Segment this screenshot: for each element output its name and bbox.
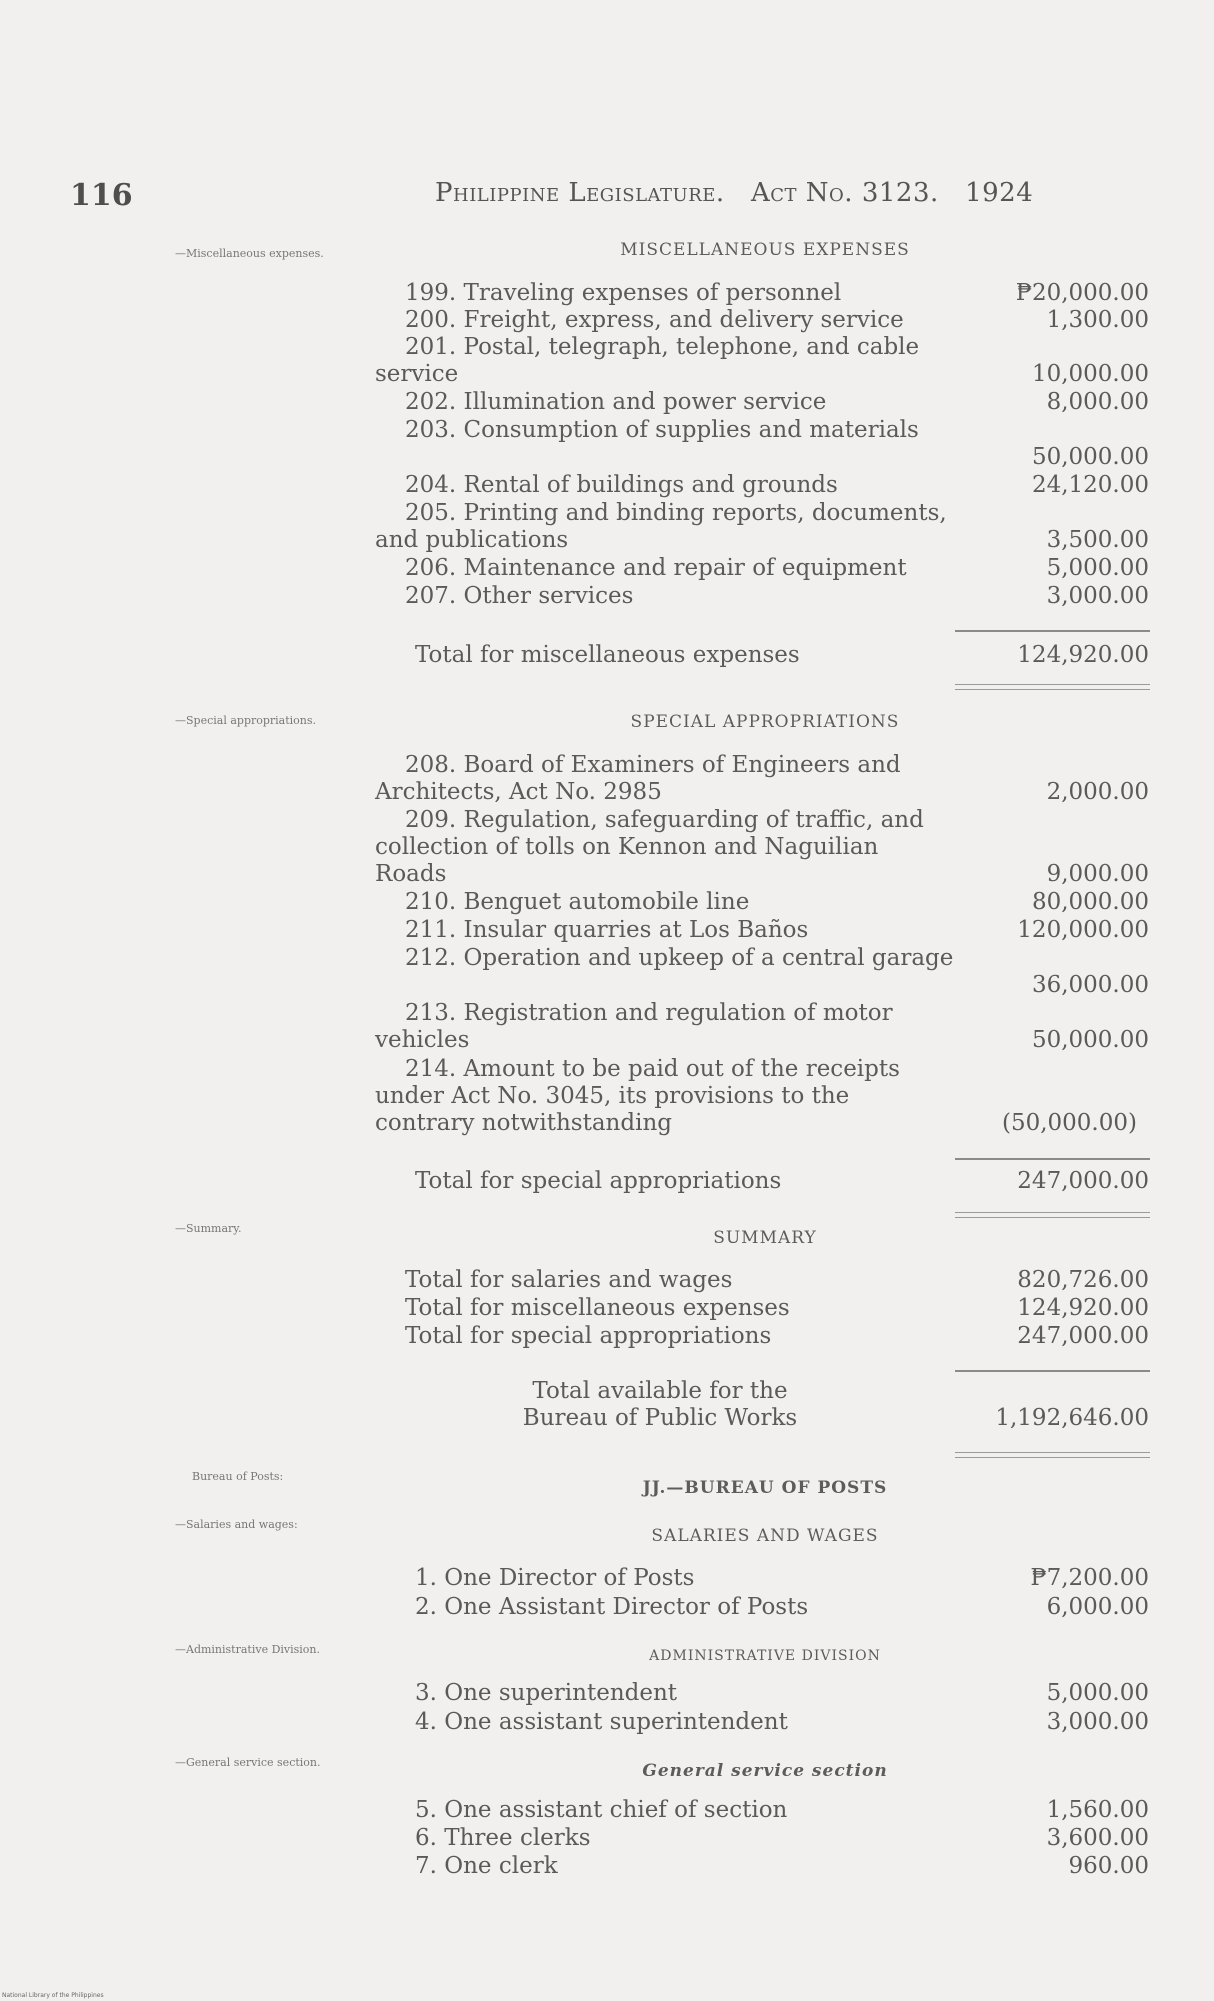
running-head	[435, 178, 1033, 208]
special-item	[375, 945, 1155, 999]
item-text: 7. One clerk	[415, 1853, 558, 1879]
misc-item	[375, 472, 1155, 499]
item-amount: 820,726.00	[1017, 1267, 1149, 1293]
item-amount: (50,000.00)	[1001, 1110, 1137, 1136]
item-text: 6. Three clerks	[415, 1825, 591, 1851]
special-item	[375, 1056, 1155, 1137]
item-text: 201. Postal, telegraph, telephone, and cable service	[375, 334, 920, 387]
item-text: Total for salaries and wages	[405, 1267, 733, 1293]
running-head-act: Act No. 3123.	[750, 178, 939, 208]
item-text: 4. One assistant superintendent	[415, 1709, 788, 1735]
item-amount: 10,000.00	[1031, 361, 1149, 387]
double-rule	[955, 684, 1150, 690]
total-amount: 124,920.00	[1017, 642, 1149, 668]
posts-item	[375, 1680, 1155, 1707]
misc-item	[375, 307, 1155, 334]
misc-item	[375, 500, 1155, 554]
item-amount: 50,000.00	[1031, 1027, 1149, 1053]
margin-note-salaries: —Salaries and wages:	[175, 1518, 298, 1531]
item-text: Total for special appropriations	[405, 1323, 772, 1349]
misc-item	[375, 280, 1155, 307]
item-amount: 36,000.00	[1031, 972, 1149, 998]
total-rule	[955, 1370, 1150, 1372]
special-item	[375, 1000, 1155, 1054]
item-text: 204. Rental of buildings and grounds	[405, 472, 838, 498]
posts-item	[375, 1565, 1155, 1592]
admin-heading: ADMINISTRATIVE DIVISION	[649, 1648, 881, 1664]
margin-note-special: —Special appropriations.	[175, 714, 317, 727]
general-heading: General service section	[642, 1761, 888, 1781]
posts-item	[375, 1825, 1155, 1852]
item-text: 206. Maintenance and repair of equipment	[405, 555, 907, 581]
misc-item	[375, 389, 1155, 416]
summary-item	[375, 1323, 1155, 1350]
misc-item	[375, 334, 1155, 388]
item-text: 199. Traveling expenses of personnel	[405, 280, 842, 306]
posts-item	[375, 1709, 1155, 1736]
special-item	[375, 917, 1155, 944]
item-text: 3. One superintendent	[415, 1680, 678, 1706]
posts-item	[375, 1853, 1155, 1880]
posts-item	[375, 1594, 1155, 1621]
item-amount: 3,500.00	[1046, 527, 1149, 553]
total-label: Total for miscellaneous expenses	[415, 642, 800, 668]
item-amount: 24,120.00	[1031, 472, 1149, 498]
item-text: 2. One Assistant Director of Posts	[415, 1594, 809, 1620]
total-amount: 1,192,646.00	[995, 1405, 1149, 1431]
item-text: 1. One Director of Posts	[415, 1565, 695, 1591]
item-amount: 124,920.00	[1017, 1295, 1149, 1321]
item-text: 208. Board of Examiners of Engineers and Architects, Act No. 2985	[375, 752, 901, 805]
item-text: 210. Benguet automobile line	[405, 889, 750, 915]
item-amount: ₱20,000.00	[1015, 280, 1149, 306]
item-amount: ₱7,200.00	[1030, 1565, 1149, 1591]
item-text: 205. Printing and binding reports, documents, and publications	[375, 500, 947, 553]
special-item	[375, 752, 1155, 806]
item-text: 213. Registration and regulation of motor vehicles	[375, 1000, 893, 1053]
special-total	[375, 1168, 1155, 1195]
item-amount: 6,000.00	[1046, 1594, 1149, 1620]
item-amount: 5,000.00	[1046, 555, 1149, 581]
special-heading: SPECIAL APPROPRIATIONS	[630, 712, 900, 732]
posts-item	[375, 1797, 1155, 1824]
posts-salaries-heading: SALARIES AND WAGES	[651, 1526, 879, 1546]
item-amount: 50,000.00	[1031, 444, 1149, 470]
total-label: Total for special appropriations	[415, 1168, 782, 1194]
misc-item	[375, 583, 1155, 610]
item-text: 202. Illumination and power service	[405, 389, 827, 415]
item-amount: 1,560.00	[1046, 1797, 1149, 1823]
total-label: Total available for the Bureau of Public Works	[522, 1378, 798, 1431]
margin-note-misc: —Miscellaneous expenses.	[175, 247, 324, 260]
item-amount: 8,000.00	[1046, 389, 1149, 415]
item-text: 203. Consumption of supplies and materials	[405, 417, 919, 443]
running-head-year: 1924	[965, 178, 1034, 208]
item-amount: 80,000.00	[1031, 889, 1149, 915]
page-number: 116	[70, 178, 133, 213]
item-text: 212. Operation and upkeep of a central garage	[405, 945, 954, 971]
item-amount: 9,000.00	[1046, 861, 1149, 887]
summary-item	[375, 1295, 1155, 1322]
misc-item	[375, 417, 1155, 471]
margin-note-admin: —Administrative Division.	[175, 1643, 321, 1656]
item-amount: 120,000.00	[1017, 917, 1149, 943]
summary-heading: SUMMARY	[713, 1228, 817, 1248]
double-rule	[955, 1212, 1150, 1218]
item-amount: 3,600.00	[1046, 1825, 1149, 1851]
posts-heading: JJ.—BUREAU OF POSTS	[642, 1478, 888, 1498]
item-amount: 247,000.00	[1017, 1323, 1149, 1349]
running-head-title: Philippine Legislature.	[435, 178, 725, 208]
item-text: 207. Other services	[405, 583, 634, 609]
special-item	[375, 807, 1155, 888]
item-text: 209. Regulation, safeguarding of traffic, and collection of tolls on Kennon and Naguilian Roads	[375, 807, 924, 887]
item-text: 200. Freight, express, and delivery service	[405, 307, 904, 333]
misc-item	[375, 555, 1155, 582]
total-rule	[955, 630, 1150, 632]
margin-note-bureau-posts: Bureau of Posts:	[192, 1470, 284, 1483]
item-text: 211. Insular quarries at Los Baños	[405, 917, 809, 943]
misc-total	[375, 642, 1155, 669]
special-item	[375, 889, 1155, 916]
item-amount: 1,300.00	[1046, 307, 1149, 333]
item-amount: 2,000.00	[1046, 779, 1149, 805]
margin-note-summary: —Summary.	[175, 1222, 242, 1235]
double-rule	[955, 1452, 1150, 1458]
total-amount: 247,000.00	[1017, 1168, 1149, 1194]
total-rule	[955, 1158, 1150, 1160]
item-amount: 5,000.00	[1046, 1680, 1149, 1706]
summary-total	[375, 1378, 1155, 1432]
misc-heading: MISCELLANEOUS EXPENSES	[620, 240, 910, 260]
summary-item	[375, 1267, 1155, 1294]
item-text: Total for miscellaneous expenses	[405, 1295, 790, 1321]
margin-note-general: —General service section.	[175, 1756, 321, 1769]
item-amount: 3,000.00	[1046, 583, 1149, 609]
item-amount: 960.00	[1068, 1853, 1149, 1879]
item-text: 5. One assistant chief of section	[415, 1797, 788, 1823]
item-amount: 3,000.00	[1046, 1709, 1149, 1735]
item-text: 214. Amount to be paid out of the receipts under Act No. 3045, its provisions to the contrary notwithstanding	[375, 1056, 900, 1136]
scan-footer: National Library of the Philippines	[2, 1992, 104, 1999]
